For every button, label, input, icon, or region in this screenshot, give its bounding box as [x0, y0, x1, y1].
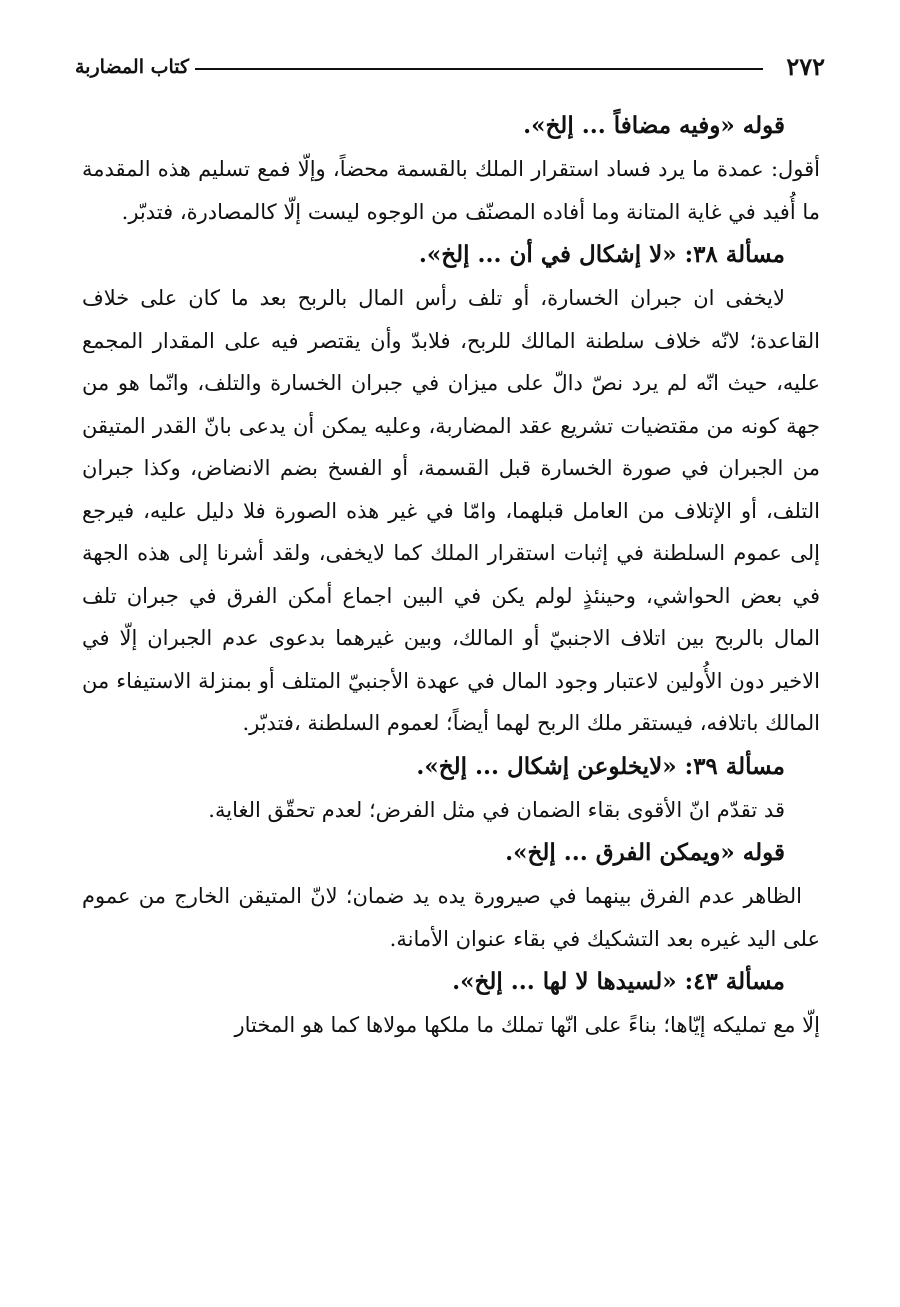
paragraph: إلّا مع تمليكه إيّاها؛ بناءً على انّها تملك ما ملكها مولاها كما هو المختار: [234, 1013, 820, 1037]
section-heading: قوله «وفيه مضافاً ... إلخ».: [523, 112, 785, 139]
book-title: كتاب المضاربة: [75, 56, 190, 78]
page-body: [82, 104, 820, 1047]
paragraph: أقول: عمدة ما يرد فساد استقرار الملك بالقسمة محضاً، وإلّا فمع تسليم هذه المقدمة ما أُفيد في غاية المتانة وما أفاده المصنّف من الوجوه ليست إلّا كالمصادرة، فتدبّر.: [82, 157, 820, 224]
section-heading: مسألة ٣٨: «لا إشكال في أن ... إلخ».: [418, 241, 785, 268]
running-header: [75, 52, 825, 82]
section-heading: قوله «ويمكن الفرق ... إلخ».: [505, 839, 785, 866]
paragraph: لايخفى ان جبران الخسارة، أو تلف رأس المال بالربح بعد ما كان على خلاف القاعدة؛ لانّه خلاف سلطنة المالك للربح، فلابدّ وأن يقتصر فيه على المقدار المجمع عليه، حيث انّه لم يرد نصّ دالّ على ميزان في جبران الخسارة والتلف، وانّما هو من جهة كونه من مقتضيات تشريع عقد المضاربة، وعليه يمكن أن يدعى بانّ القدر المتيقن من الجبران في صورة الخسارة قبل القسمة، أو الفسخ بضم الانضاض، وكذا جبران التلف، أو الإتلاف من العامل قبلهما، وامّا في غير هذه الصورة فلا دليل عليه، فيرجع إلى عموم السلطنة في إثبات استقرار الملك كما لايخفى، ولقد أشرنا إلى هذه الجهة في بعض الحواشي، وحينئذٍ لولم يكن في البين اجماع أمكن الفرق في جبران تلف المال بالربح بين اتلاف الاجنبيّ أو المالك، وبين غيرهما بدعوى عدم الجبران إلّا في الاخير دون الأُولين لاعتبار وجود المال في عهدة الأجنبيّ المتلف أو بمنزلة الاستيفاء من المالك باتلافه، فيستقر ملك الربح لهما أيضاً؛ لعموم السلطنة ،فتدبّر.: [82, 286, 820, 735]
header-rule: [195, 68, 763, 70]
section-heading: مسألة ٤٣: «لسيدها لا لها ... إلخ».: [452, 968, 785, 995]
paragraph: قد تقدّم انّ الأقوى بقاء الضمان في مثل الفرض؛ لعدم تحقّق الغاية.: [208, 797, 785, 822]
section-heading: مسألة ٣٩: «لايخلوعن إشكال ... إلخ».: [416, 752, 785, 780]
paragraph: الظاهر عدم الفرق بينهما في صيرورة يده يد ضمان؛ لانّ المتيقن الخارج من عموم على اليد غيره بعد التشكيك في بقاء عنوان الأمانة.: [82, 884, 820, 951]
page-number: ٢٧٢: [786, 52, 825, 81]
